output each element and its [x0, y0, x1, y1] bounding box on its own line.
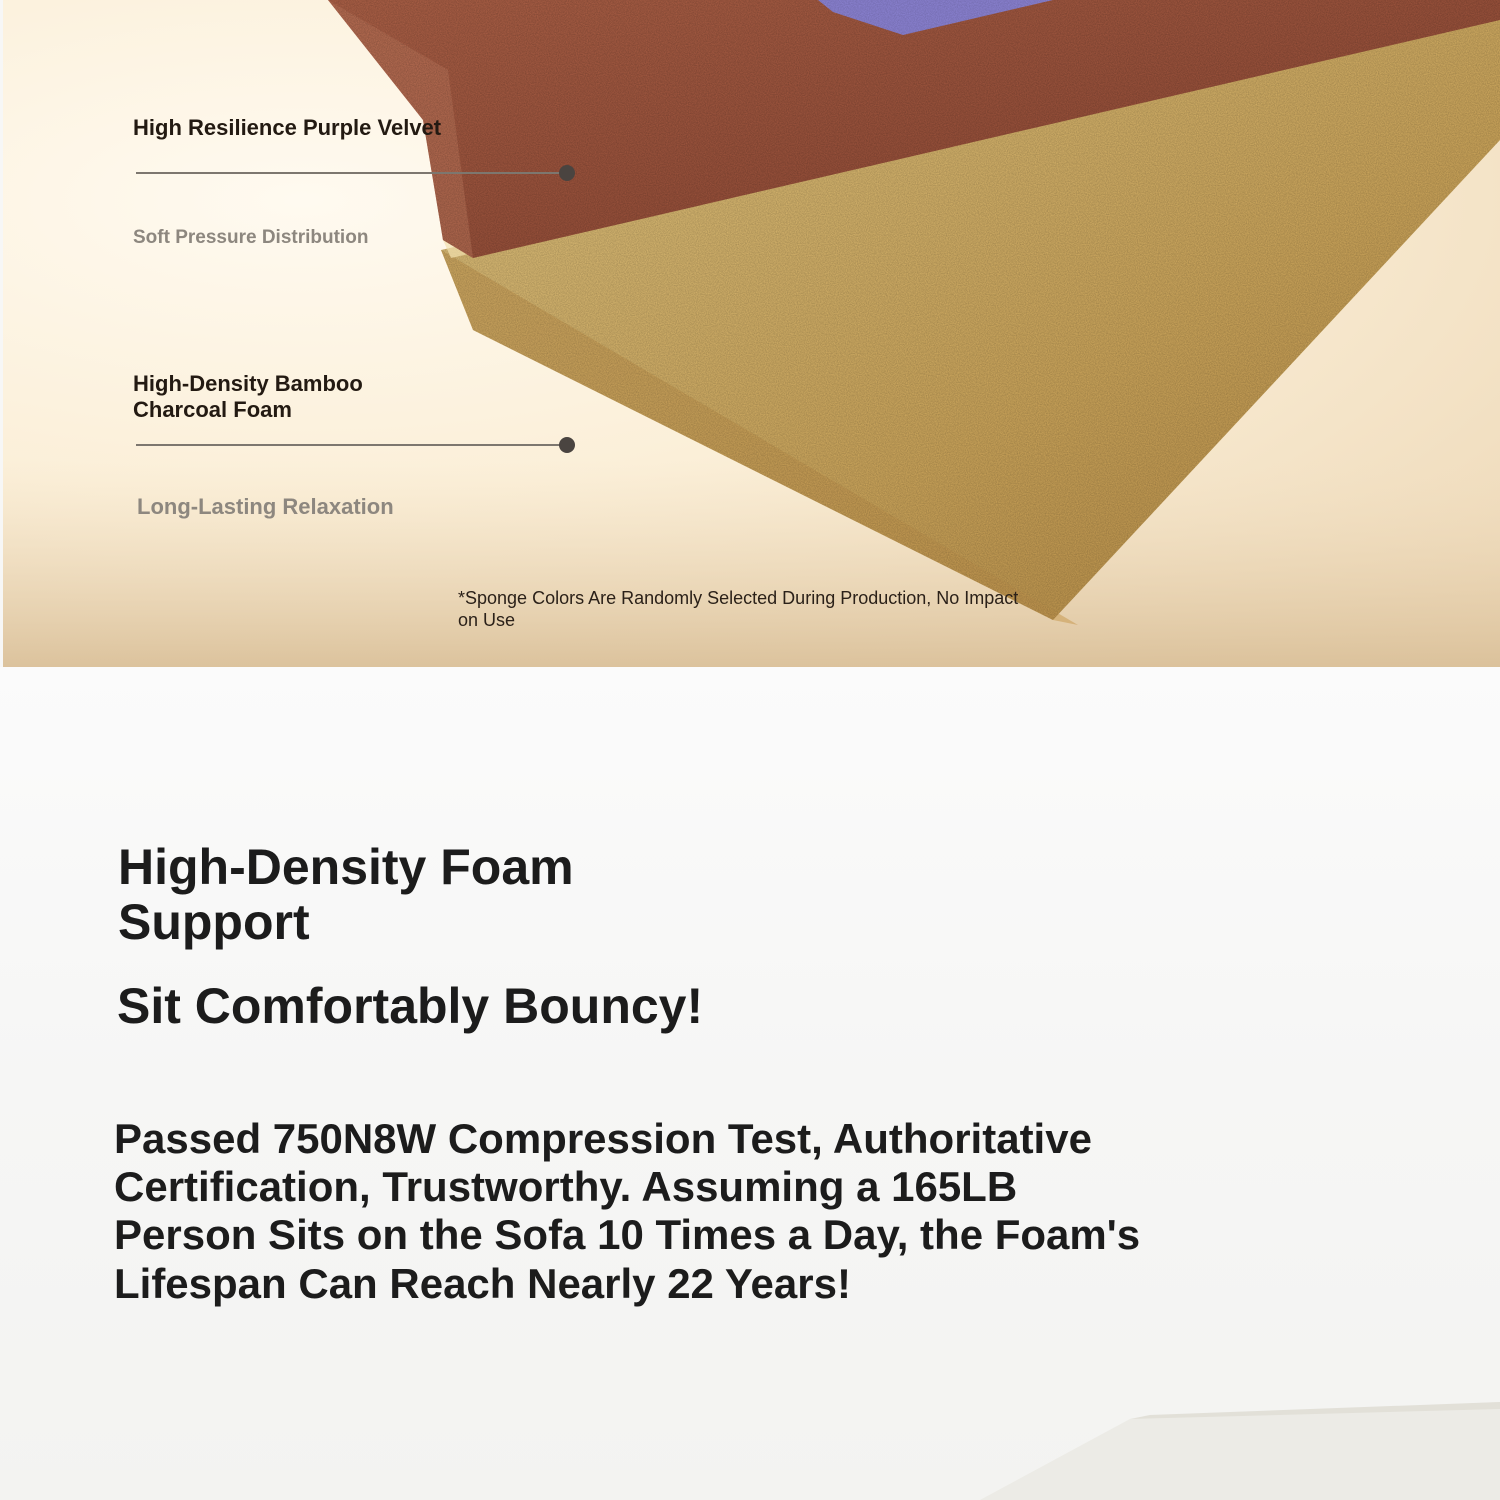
purple-velvet-marker-dot — [559, 165, 575, 181]
support-heading-line1: High-Density Foam — [118, 839, 574, 895]
support-description-line: Person Sits on the Sofa 10 Times a Day, the Foam's — [114, 1211, 1141, 1258]
support-heading-line2: Support — [118, 894, 310, 950]
bamboo-charcoal-title-line2: Charcoal Foam — [133, 397, 292, 422]
foam-corner-illustration — [0, 667, 1500, 1500]
foam-layers-banner — [3, 0, 1500, 667]
support-description-line: Lifespan Can Reach Nearly 22 Years! — [114, 1260, 851, 1307]
bamboo-charcoal-leader-line — [136, 444, 568, 446]
support-tagline: Sit Comfortably Bouncy! — [117, 978, 704, 1034]
purple-velvet-title: High Resilience Purple Velvet — [133, 115, 442, 140]
foam-support-section — [0, 667, 1500, 1500]
support-description-line: Certification, Trustworthy. Assuming a 165LB — [114, 1163, 1018, 1210]
bamboo-charcoal-subtitle: Long-Lasting Relaxation — [137, 494, 394, 519]
purple-velvet-leader-line — [136, 172, 568, 174]
bamboo-charcoal-marker-dot — [559, 437, 575, 453]
floor-shadow — [3, 460, 1500, 667]
sponge-color-note: *Sponge Colors Are Randomly Selected During Production, No Impact on Use — [458, 588, 1019, 630]
support-description-line: Passed 750N8W Compression Test, Authoritative — [114, 1115, 1092, 1162]
bamboo-charcoal-title-line1: High-Density Bamboo — [133, 371, 363, 396]
purple-velvet-subtitle: Soft Pressure Distribution — [133, 227, 369, 248]
foam-layers-illustration — [3, 0, 1500, 667]
